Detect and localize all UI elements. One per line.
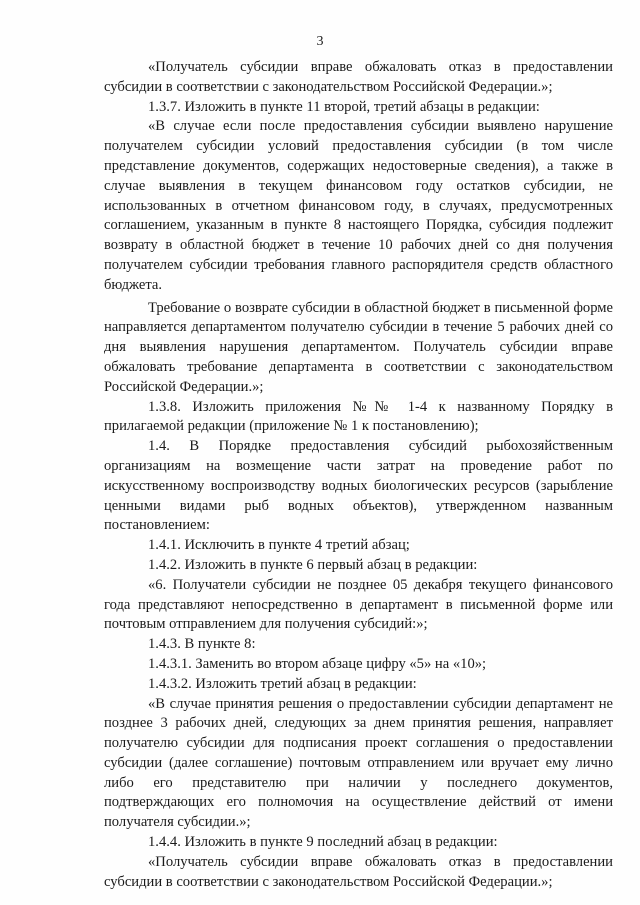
- paragraph-1-3-7: 1.3.7. Изложить в пункте 11 второй, третий абзацы в редакции:: [148, 98, 540, 115]
- paragraph-1-4: 1.4. В Порядке предоставления субсидий рыбохозяйственным организациям на возмещение части затрат на проведение работ по искусственному воспроизводству водных биологических ресурсов (зарыбление ценными видами рыб водных объектов), утвержденном названным постановлением:: [104, 438, 613, 534]
- paragraph-1-4-3: 1.4.3. В пункте 8:: [148, 636, 256, 653]
- document-body: [104, 58, 613, 892]
- page-number: 3: [316, 34, 324, 49]
- paragraph-return-requirement: Требование о возврате субсидии в областной бюджет в письменной форме направляется департаментом получателю субсидии в течение 5 рабочих дней со дня выявления нарушения департаментом. Получатель субсидии вправе обжаловать требование департамента в соответствии с законодательством Российской Федерации.»;: [104, 299, 613, 395]
- paragraph-1-4-3-1: 1.4.3.1. Заменить во втором абзаце цифру «5» на «10»;: [148, 655, 487, 672]
- paragraph-appeal-refusal: «Получатель субсидии вправе обжаловать отказ в предоставлении субсидии в соответствии с законодательством Российской Федерации.»;: [104, 59, 613, 95]
- paragraph-subsidy-return: «В случае если после предоставления субсидии выявлено нарушение получателем субсидии условий предоставления субсидии (в том числе представление документов, содержащих недостоверные сведения), а также в случае выявления в текущем финансовом году остатков субсидии, не использованных в отчетном финансовом году, в случаях, предусмотренных соглашением, указанным в пункте 8 настоящего Порядка, субсидия подлежит возврату в областной бюджет в течение 10 рабочих дней со дня получения получателем субсидии требования главного распорядителя средств областного бюджета.: [104, 118, 613, 293]
- paragraph-1-4-2: 1.4.2. Изложить в пункте 6 первый абзац в редакции:: [148, 556, 478, 573]
- paragraph-1-4-1: 1.4.1. Исключить в пункте 4 третий абзац;: [148, 537, 410, 554]
- paragraph-1-4-3-2: 1.4.3.2. Изложить третий абзац в редакции:: [148, 675, 417, 692]
- paragraph-point-6: «6. Получатели субсидии не позднее 05 декабря текущего финансового года представляют непосредственно в департамент в письменной форме или почтовым отправлением для получения субсидий:»;: [104, 576, 613, 633]
- paragraph-1-3-8: 1.3.8. Изложить приложения №№ 1-4 к названному Порядку в прилагаемой редакции (приложение № 1 к постановлению);: [104, 398, 613, 435]
- paragraph-decision: «В случае принятия решения о предоставлении субсидии департамент не позднее 3 рабочих дней, следующих за днем принятия решения, направляет получателю субсидии для подписания проект соглашения о предоставлении субсидии (далее соглашение) почтовым отправлением или вручает ему лично либо его представителю при наличии у последнего документов, подтверждающих его полномочия на осуществление действий от имени получателя субсидии.»;: [104, 695, 613, 831]
- paragraph-appeal-refusal-final: «Получатель субсидии вправе обжаловать отказ в предоставлении субсидии в соответствии с законодательством Российской Федерации.»;: [104, 853, 613, 890]
- paragraph-1-4-4: 1.4.4. Изложить в пункте 9 последний абзац в редакции:: [148, 834, 498, 851]
